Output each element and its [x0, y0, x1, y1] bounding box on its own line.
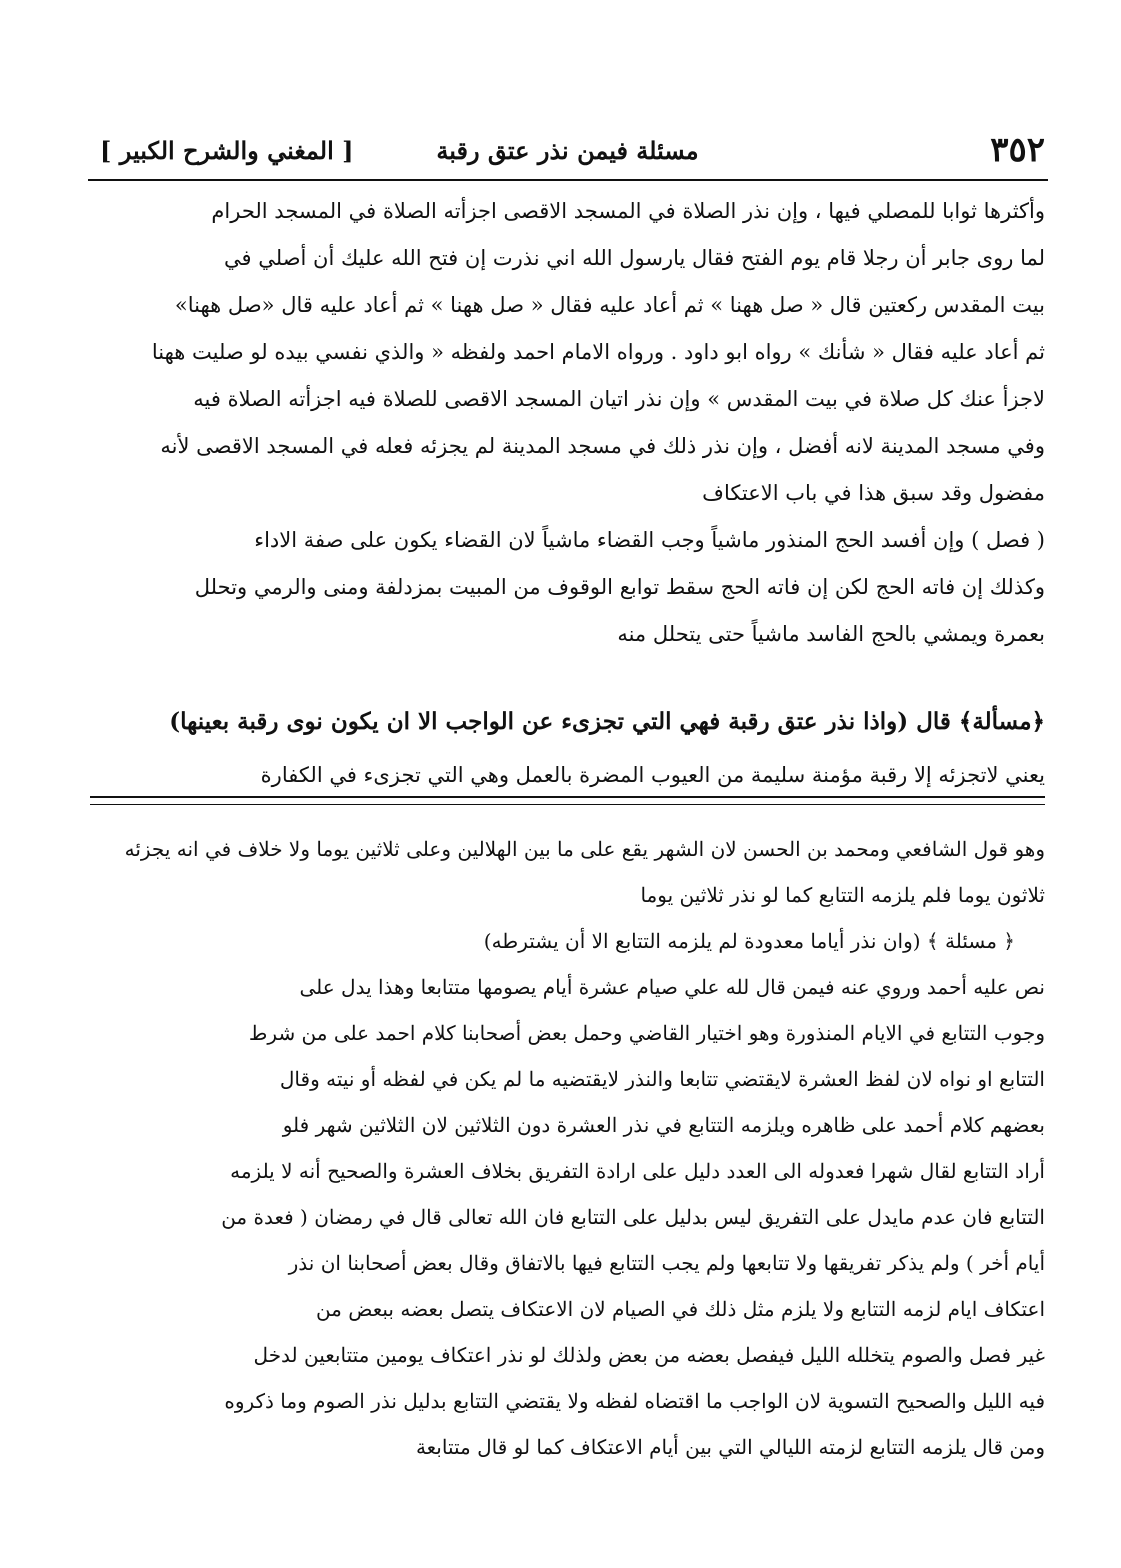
text-line: لاجزأ عنك كل صلاة في بيت المقدس » وإن نذر اتيان المسجد الاقصى للصلاة فيه اجزأته الصلاة فيه: [193, 387, 1045, 411]
text-line: غير فصل والصوم يتخلله الليل فيفصل بعضه من بعض ولذلك لو نذر اعتكاف يومين متتابعين لدخل: [253, 1343, 1045, 1367]
text-line: ثم أعاد عليه فقال « شأنك » رواه ابو داود . ورواه الامام احمد ولفظه « والذي نفسي بيده لو صليت ههنا: [151, 340, 1045, 364]
text-line: اعتكاف ايام لزمه التتابع ولا يلزم مثل ذلك في الصيام لان الاعتكاف يتصل بعضه ببعض من: [315, 1297, 1045, 1321]
section-divider: [90, 796, 1045, 805]
page-header: [90, 130, 1045, 180]
text-line: أيام أخر ) ولم يذكر تفريقها ولا تتابعها ولم يجب التتابع فيها بالاتفاق وقال بعض أصحابنا ان نذر: [288, 1251, 1045, 1275]
header-rule: [88, 179, 1048, 181]
text-line: فيه الليل والصحيح التسوية لان الواجب ما اقتضاه لفظه ولا يقتضي التتابع بدليل نذر الصوم وما ذكروه: [224, 1389, 1045, 1413]
text-line: نص عليه أحمد وروي عنه فيمن قال لله علي صيام عشرة أيام يصومها متتابعا وهذا يدل على: [299, 975, 1045, 999]
text-line: التتابع او نواه لان لفظ العشرة لايقتضي تتابعا والنذر لايقتضيه ما لم يكن في لفظه أو نيته وقال: [279, 1067, 1045, 1091]
text-line: ثلاثون يوما فلم يلزمه التتابع كما لو نذر ثلاثين يوما: [640, 883, 1045, 907]
text-line: التتابع فان عدم مايدل على التفريق ليس بدليل على التتابع فان الله تعالى قال في رمضان ( فعدة من: [221, 1205, 1045, 1229]
text-line: مفضول وقد سبق هذا في باب الاعتكاف: [702, 481, 1045, 505]
commentary-upper: [90, 188, 1045, 658]
commentary-lower: [90, 826, 1045, 1470]
masala-subheading: ﴿ مسئلة ﴾ (وان نذر أياما معدودة لم يلزمه التتابع الا أن يشترطه): [483, 929, 1015, 953]
text-line: وأكثرها ثوابا للمصلي فيها ، وإن نذر الصلاة في المسجد الاقصى اجزأته الصلاة في المسجد الحرام: [211, 199, 1045, 223]
page-number: ٣٥٢: [990, 130, 1045, 170]
text-line: وفي مسجد المدينة لانه أفضل ، وإن نذر ذلك في مسجد المدينة لم يجزئه فعله في المسجد الاقصى لأنه: [160, 434, 1045, 458]
running-title: مسئلة فيمن نذر عتق رقبة: [436, 136, 699, 165]
text-line: بعضهم كلام أحمد على ظاهره ويلزمه التتابع في نذر العشرة دون الثلاثين لان الثلاثين شهر فلو: [282, 1113, 1045, 1137]
masala-explanation: يعني لاتجزئه إلا رقبة مؤمنة سليمة من العيوب المضرة بالعمل وهي التي تجزىء في الكفارة: [260, 763, 1045, 787]
text-line: بعمرة ويمشي بالحج الفاسد ماشياً حتى يتحلل منه: [617, 622, 1045, 646]
text-line: وكذلك إن فاته الحج لكن إن فاته الحج سقط توابع الوقوف من المبيت بمزدلفة ومنى والرمي وتحلل: [194, 575, 1045, 599]
text-line: لما روى جابر أن رجلا قام يوم الفتح فقال يارسول الله اني نذرت إن فتح الله عليك أن أصلي في: [224, 246, 1045, 270]
fasl-line: ( فصل ) وإن أفسد الحج المنذور ماشياً وجب القضاء ماشياً لان القضاء يكون على صفة الاداء: [254, 528, 1045, 552]
masala-heading: ﴿مسألة﴾ قال (واذا نذر عتق رقبة فهي التي تجزىء عن الواجب الا ان يكون نوى رقبة بعينها): [169, 708, 1045, 735]
text-line: وجوب التتابع في الايام المنذورة وهو اختيار القاضي وحمل بعض أصحابنا كلام احمد على من شرط: [248, 1021, 1045, 1045]
text-line: أراد التتابع لقال شهرا فعدوله الى العدد دليل على ارادة التفريق بخلاف العشرة والصحيح أنه لا يلزمه: [230, 1159, 1045, 1183]
text-line: بيت المقدس ركعتين قال « صل ههنا » ثم أعاد عليه فقال « صل ههنا » ثم أعاد عليه قال «صل ههنا»: [174, 293, 1045, 317]
book-title: [ المغني والشرح الكبير ]: [100, 136, 354, 165]
text-line: ومن قال يلزمه التتابع لزمته الليالي التي بين أيام الاعتكاف كما لو قال متتابعة: [415, 1435, 1045, 1459]
text-line: وهو قول الشافعي ومحمد بن الحسن لان الشهر يقع على ما بين الهلالين وعلى ثلاثين يوما ولا خلاف في انه يجزئه: [124, 837, 1045, 861]
